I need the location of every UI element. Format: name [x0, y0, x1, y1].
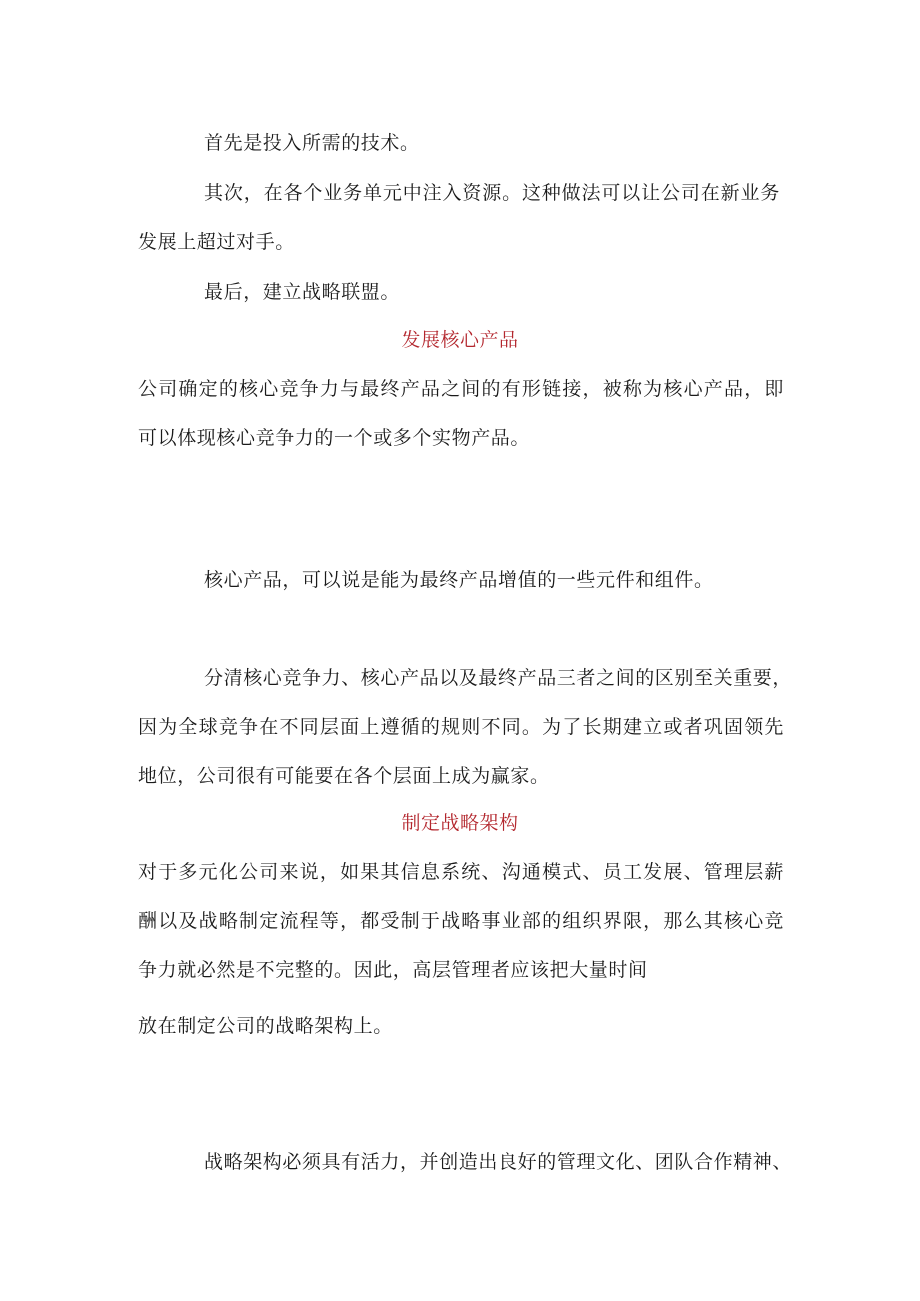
paragraph-diversified-line-1: 对于多元化公司来说，如果其信息系统、沟通模式、员工发展、管理层薪: [138, 861, 784, 883]
paragraph-distinction-line-1: 分清核心竞争力、核心产品以及最终产品三者之间的区别至关重要，: [204, 667, 793, 689]
paragraph-distinction-line-3: 地位，公司很有可能要在各个层面上成为赢家。: [138, 765, 550, 787]
section-heading-strategic-architecture: 制定战略架构: [401, 812, 519, 834]
paragraph-resources-line-2: 发展上超过对手。: [138, 231, 295, 253]
paragraph-alliance: 最后，建立战略联盟。: [204, 281, 401, 303]
section-heading-core-products: 发展核心产品: [401, 329, 519, 351]
paragraph-technology: 首先是投入所需的技术。: [204, 132, 420, 154]
paragraph-vitality: 战略架构必须具有活力，并创造出良好的管理文化、团队合作精神、: [204, 1151, 793, 1173]
paragraph-diversified-line-3: 争力就必然是不完整的。因此，高层管理者应该把大量时间: [138, 959, 648, 981]
paragraph-architecture-focus: 放在制定公司的战略架构上。: [138, 1015, 393, 1037]
paragraph-distinction-line-2: 因为全球竞争在不同层面上遵循的规则不同。为了长期建立或者巩固领先: [138, 716, 784, 738]
paragraph-resources-line-1: 其次，在各个业务单元中注入资源。这种做法可以让公司在新业务: [204, 182, 780, 204]
paragraph-core-products-line-2: 可以体现核心竞争力的一个或多个实物产品。: [138, 427, 531, 449]
paragraph-diversified-line-2: 酬以及战略制定流程等，都受制于战略事业部的组织界限，那么其核心竞: [138, 910, 784, 932]
paragraph-components: 核心产品，可以说是能为最终产品增值的一些元件和组件。: [204, 569, 714, 591]
paragraph-core-products-line-1: 公司确定的核心竞争力与最终产品之间的有形链接，被称为核心产品，即: [138, 378, 784, 400]
